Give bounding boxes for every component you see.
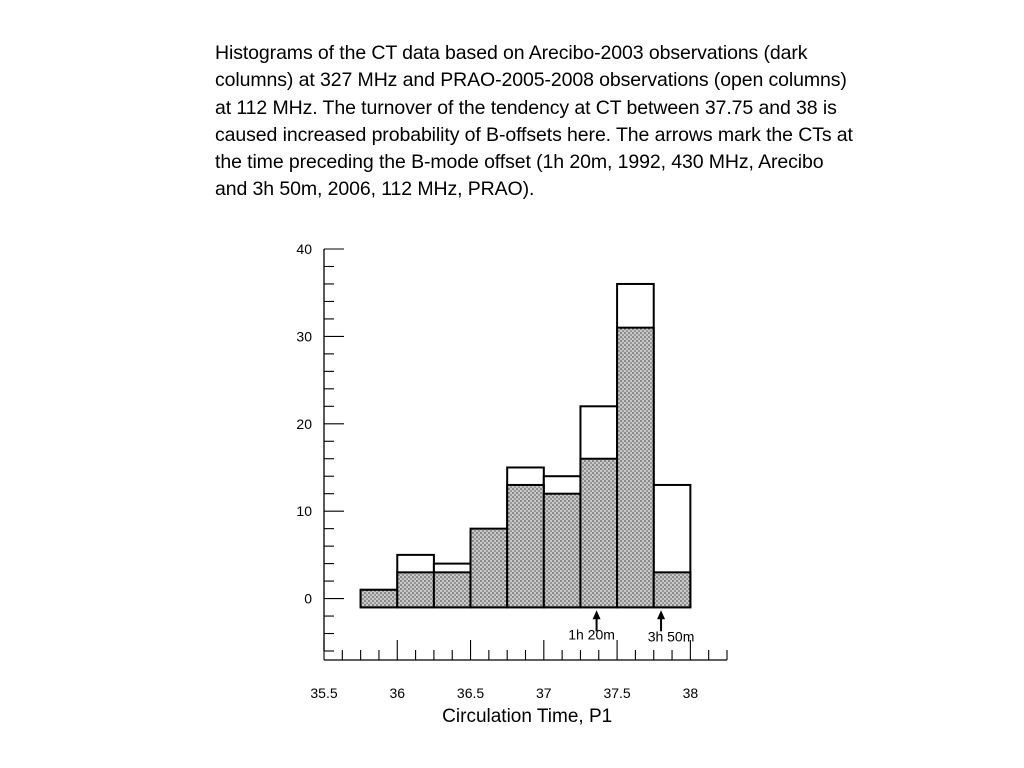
y-tick-label: 10 <box>296 503 312 520</box>
y-tick-label: 40 <box>296 241 312 257</box>
dark-column <box>580 459 617 608</box>
annotations <box>568 610 694 644</box>
x-tick-label: 37.5 <box>603 685 631 701</box>
annotation-label: 3h 50m <box>647 628 695 645</box>
figure-caption: Histograms of the CT data based on Arecibo-2003 observations (dark columns) at 327 MHz and PRAO-2005-2008 observations (open columns) at 112 MHz. The turnover of the tendency at CT between 37.75 and 38 is caused increased probability of B-offsets here. The arrows mark the CTs at the time preceding the B-mode offset (1h 20m, 1992, 430 MHz, Arecibo and 3h 50m, 2006, 112 MHz, PRAO). <box>215 42 853 201</box>
dark-column <box>471 529 508 608</box>
dark-column <box>544 494 581 608</box>
x-axis-title: Circulation Time, P1 <box>442 706 613 727</box>
x-tick-label: 36 <box>389 685 406 701</box>
dark-column <box>654 572 691 607</box>
x-tick-label: 38 <box>682 685 699 701</box>
x-tick-label: 37 <box>536 685 552 701</box>
dark-column <box>617 328 654 608</box>
x-tick-label: 36.5 <box>456 685 485 701</box>
dark-column <box>434 572 471 607</box>
dark-column <box>361 590 398 607</box>
x-tick-label: 35.5 <box>310 685 338 701</box>
y-tick-label: 0 <box>304 590 312 607</box>
dark-column <box>507 485 544 607</box>
annotation-arrow-head <box>657 610 665 619</box>
y-tick-label: 20 <box>296 415 312 432</box>
annotation-arrow-head <box>593 610 601 619</box>
annotation-label: 1h 20m <box>568 626 615 643</box>
y-tick-label: 30 <box>296 328 312 345</box>
dark-column <box>397 572 434 607</box>
